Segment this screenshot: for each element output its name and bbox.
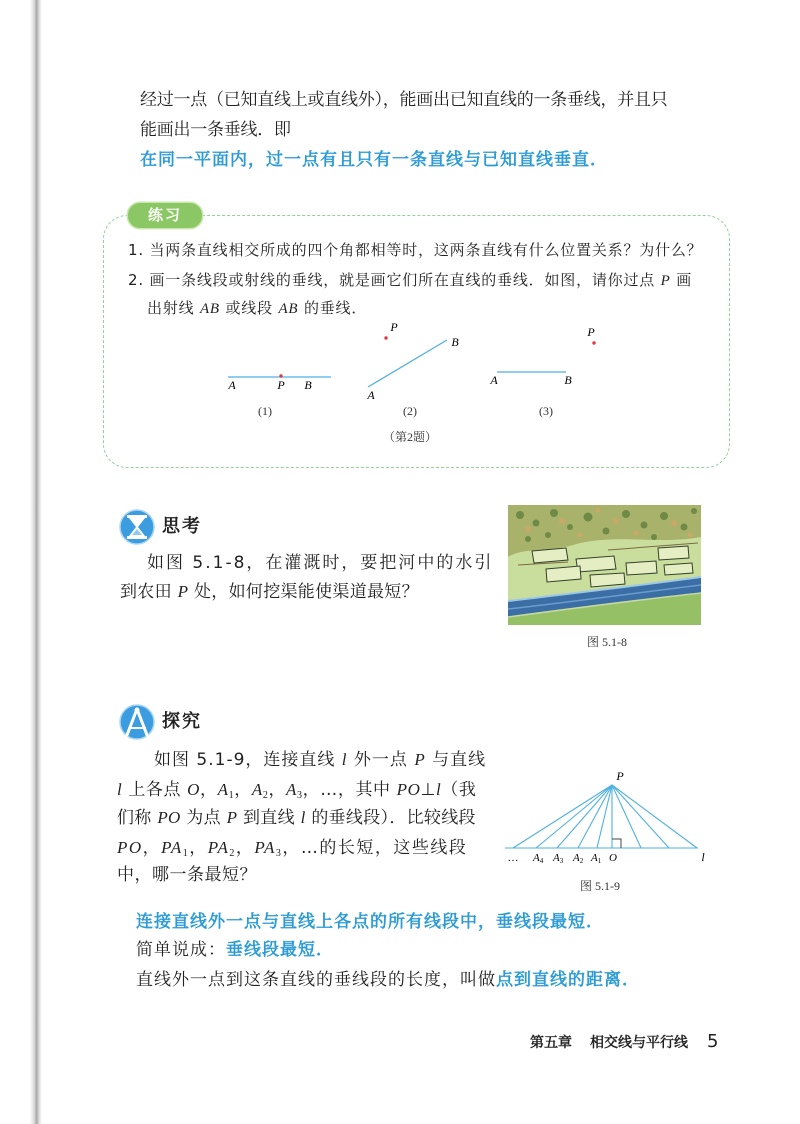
math-subscript: 3 xyxy=(297,790,303,801)
footer-chapter: 第五章 xyxy=(530,1035,572,1051)
conclusion-highlight: 垂线段最短． xyxy=(226,940,334,960)
label-a2 xyxy=(572,852,584,865)
conclusion-line-2 xyxy=(136,940,334,960)
q2-text: 画 xyxy=(670,271,692,289)
think-line-1: 如图 5.1-8，在灌溉时，要把河中的水引 xyxy=(147,553,494,573)
label-a3-letter: A xyxy=(553,852,560,864)
figure-1 xyxy=(227,374,331,392)
conclusion-text: 简单说成： xyxy=(136,940,226,960)
explore-text: ， xyxy=(235,838,255,858)
figure-3-caption: (3) xyxy=(539,404,553,418)
q2-text: 的垂线． xyxy=(298,299,368,317)
figure-2-caption: (2) xyxy=(403,404,417,418)
figure-2-point-p xyxy=(384,336,387,339)
figure-2-label-b: B xyxy=(451,335,459,349)
explore-line-4 xyxy=(117,838,467,858)
explore-text: 与直线 xyxy=(425,750,487,770)
exercise-tab: 练习 xyxy=(128,203,202,228)
math-symbol: l xyxy=(300,808,306,827)
explore-line-5: 中，哪一条最短？ xyxy=(117,865,257,885)
explore-text: ， xyxy=(234,780,252,800)
explore-text: （我 xyxy=(441,780,477,800)
math-symbol: PA xyxy=(254,838,276,857)
intro-line-2: 能画出一条垂线．即 xyxy=(140,120,291,140)
explore-text: ，…的长短，这些线段 xyxy=(282,838,468,858)
label-a2-sub: 2 xyxy=(579,857,584,865)
figure-1-caption: (1) xyxy=(258,404,272,418)
explore-text: ， xyxy=(189,838,208,858)
label-ellipsis: … xyxy=(507,852,519,864)
q2-text: 2. 画一条线段或射线的垂线，就是画它们所在直线的垂线．如图，请你过点 xyxy=(128,271,661,289)
explore-line-3 xyxy=(117,808,476,828)
math-symbol: A xyxy=(251,780,263,799)
theorem-statement: 在同一平面内，过一点有且只有一条直线与已知直线垂直． xyxy=(140,150,608,170)
explore-text: 为点 xyxy=(180,808,227,828)
figure-1-label-a: A xyxy=(228,378,236,392)
math-symbol: A xyxy=(286,780,298,799)
figure-3-label-a: A xyxy=(490,373,498,387)
math-symbol: P xyxy=(226,808,238,827)
explore-line-2 xyxy=(117,780,476,800)
explore-text: ，…，其中 xyxy=(302,780,397,800)
perpendicular-segment-diagram xyxy=(500,765,712,867)
math-symbol: PO xyxy=(157,808,181,827)
label-a4 xyxy=(532,852,544,865)
hourglass-icon xyxy=(118,508,156,546)
perpendicular-symbol: ⊥ xyxy=(420,780,436,799)
intro-line-1: 经过一点（已知直线上或直线外），能画出已知直线的一条垂线，并且只 xyxy=(140,90,668,110)
explore-text: ， xyxy=(142,838,162,858)
exercise-question-2-line-2 xyxy=(147,298,367,319)
q2-text: 出射线 xyxy=(147,299,200,317)
math-symbol: PO xyxy=(117,838,143,857)
figure-3-point-p xyxy=(592,341,595,344)
explore-line-1 xyxy=(154,750,486,770)
label-p: P xyxy=(616,769,624,783)
math-subscript: 2 xyxy=(229,848,236,859)
segment-to-point xyxy=(612,785,697,848)
explore-text: ， xyxy=(200,780,218,800)
think-text: 到农田 xyxy=(120,582,178,602)
explore-text: 外一点 xyxy=(347,750,415,770)
math-symbol: l xyxy=(117,780,123,799)
figure-2 xyxy=(366,320,459,402)
explore-text: 到直线 xyxy=(237,808,301,828)
math-symbol: PA xyxy=(161,838,183,857)
think-text: 处，如何挖渠能使渠道最短？ xyxy=(188,582,419,602)
q2-text: 或线段 xyxy=(219,299,279,317)
right-angle-mark xyxy=(612,839,621,848)
explore-text: 上各点 xyxy=(122,780,188,800)
segment-pa2 xyxy=(578,785,612,848)
explore-title: 探究 xyxy=(162,711,202,732)
label-a3 xyxy=(552,852,564,865)
figure-2-label-a: A xyxy=(367,388,375,402)
page-number: 5 xyxy=(707,1031,719,1052)
exercise-figures xyxy=(200,318,620,408)
q2-segment-ab: AB xyxy=(278,301,299,317)
conclusion-line-1: 连接直线外一点与直线上各点的所有线段中，垂线段最短． xyxy=(136,912,604,932)
irrigation-illustration xyxy=(508,505,701,625)
page-binding-edge xyxy=(30,0,42,1124)
think-point-p: P xyxy=(177,582,189,601)
figure-3 xyxy=(489,325,595,387)
label-a4-sub: 4 xyxy=(539,857,544,865)
math-subscript: 1 xyxy=(228,790,235,801)
math-subscript: 1 xyxy=(182,848,190,859)
label-a2-letter: A xyxy=(573,852,580,864)
math-symbol: P xyxy=(414,750,426,769)
math-subscript: 3 xyxy=(275,848,283,859)
conclusion-text: 直线外一点到这条直线的垂线段的长度，叫做 xyxy=(136,970,496,990)
q2-ray-ab: AB xyxy=(199,301,220,317)
explore-text: 的垂线段）．比较线段 xyxy=(305,808,476,828)
figure-2-ray xyxy=(368,340,447,387)
math-symbol: PO xyxy=(396,780,421,799)
figure-5-1-8-caption: 图 5.1-8 xyxy=(587,635,627,649)
explore-text: 们称 xyxy=(117,808,158,828)
footer-chapter-title: 相交线与平行线 xyxy=(590,1035,688,1051)
math-subscript: 2 xyxy=(262,790,269,801)
q2-point-p: P xyxy=(660,273,671,289)
label-a1-letter: A xyxy=(591,852,598,864)
label-a4-letter: A xyxy=(533,852,540,864)
figure-5-1-9-caption: 图 5.1-9 xyxy=(580,879,620,893)
segment-pa3 xyxy=(557,785,612,848)
figure-3-label-p: P xyxy=(587,325,595,339)
label-a3-sub: 3 xyxy=(559,857,564,865)
figure-2-label-p: P xyxy=(390,320,398,334)
segment-to-point xyxy=(513,785,612,848)
label-l: l xyxy=(701,850,705,864)
figure-3-label-b: B xyxy=(564,373,572,387)
math-symbol: O xyxy=(187,780,201,799)
think-line-2 xyxy=(120,582,419,602)
think-title: 思考 xyxy=(162,516,202,537)
exercise-question-2-line-1 xyxy=(128,270,692,291)
exercise-group-caption: （第2题） xyxy=(382,430,437,444)
compass-icon xyxy=(118,703,156,741)
explore-text: 如图 5.1-9，连接直线 xyxy=(154,750,342,770)
definition-term: 点到直线的距离． xyxy=(496,970,640,990)
figure-1-label-b: B xyxy=(304,378,312,392)
conclusion-line-3 xyxy=(136,970,640,990)
label-a1 xyxy=(590,852,602,865)
label-o: O xyxy=(609,852,617,864)
explore-text: ， xyxy=(268,780,287,800)
math-symbol: A xyxy=(217,780,229,799)
label-a1-sub: 1 xyxy=(597,857,602,865)
segment-pa1 xyxy=(597,785,612,848)
math-symbol: l xyxy=(435,780,442,799)
segment-pa4 xyxy=(536,785,612,848)
math-symbol: PA xyxy=(207,838,230,857)
figure-1-label-p: P xyxy=(277,378,285,392)
exercise-question-1: 1. 当两条直线相交所成的四个角都相等时，这两条直线有什么位置关系？为什么？ xyxy=(128,241,703,259)
math-symbol: l xyxy=(341,750,348,769)
